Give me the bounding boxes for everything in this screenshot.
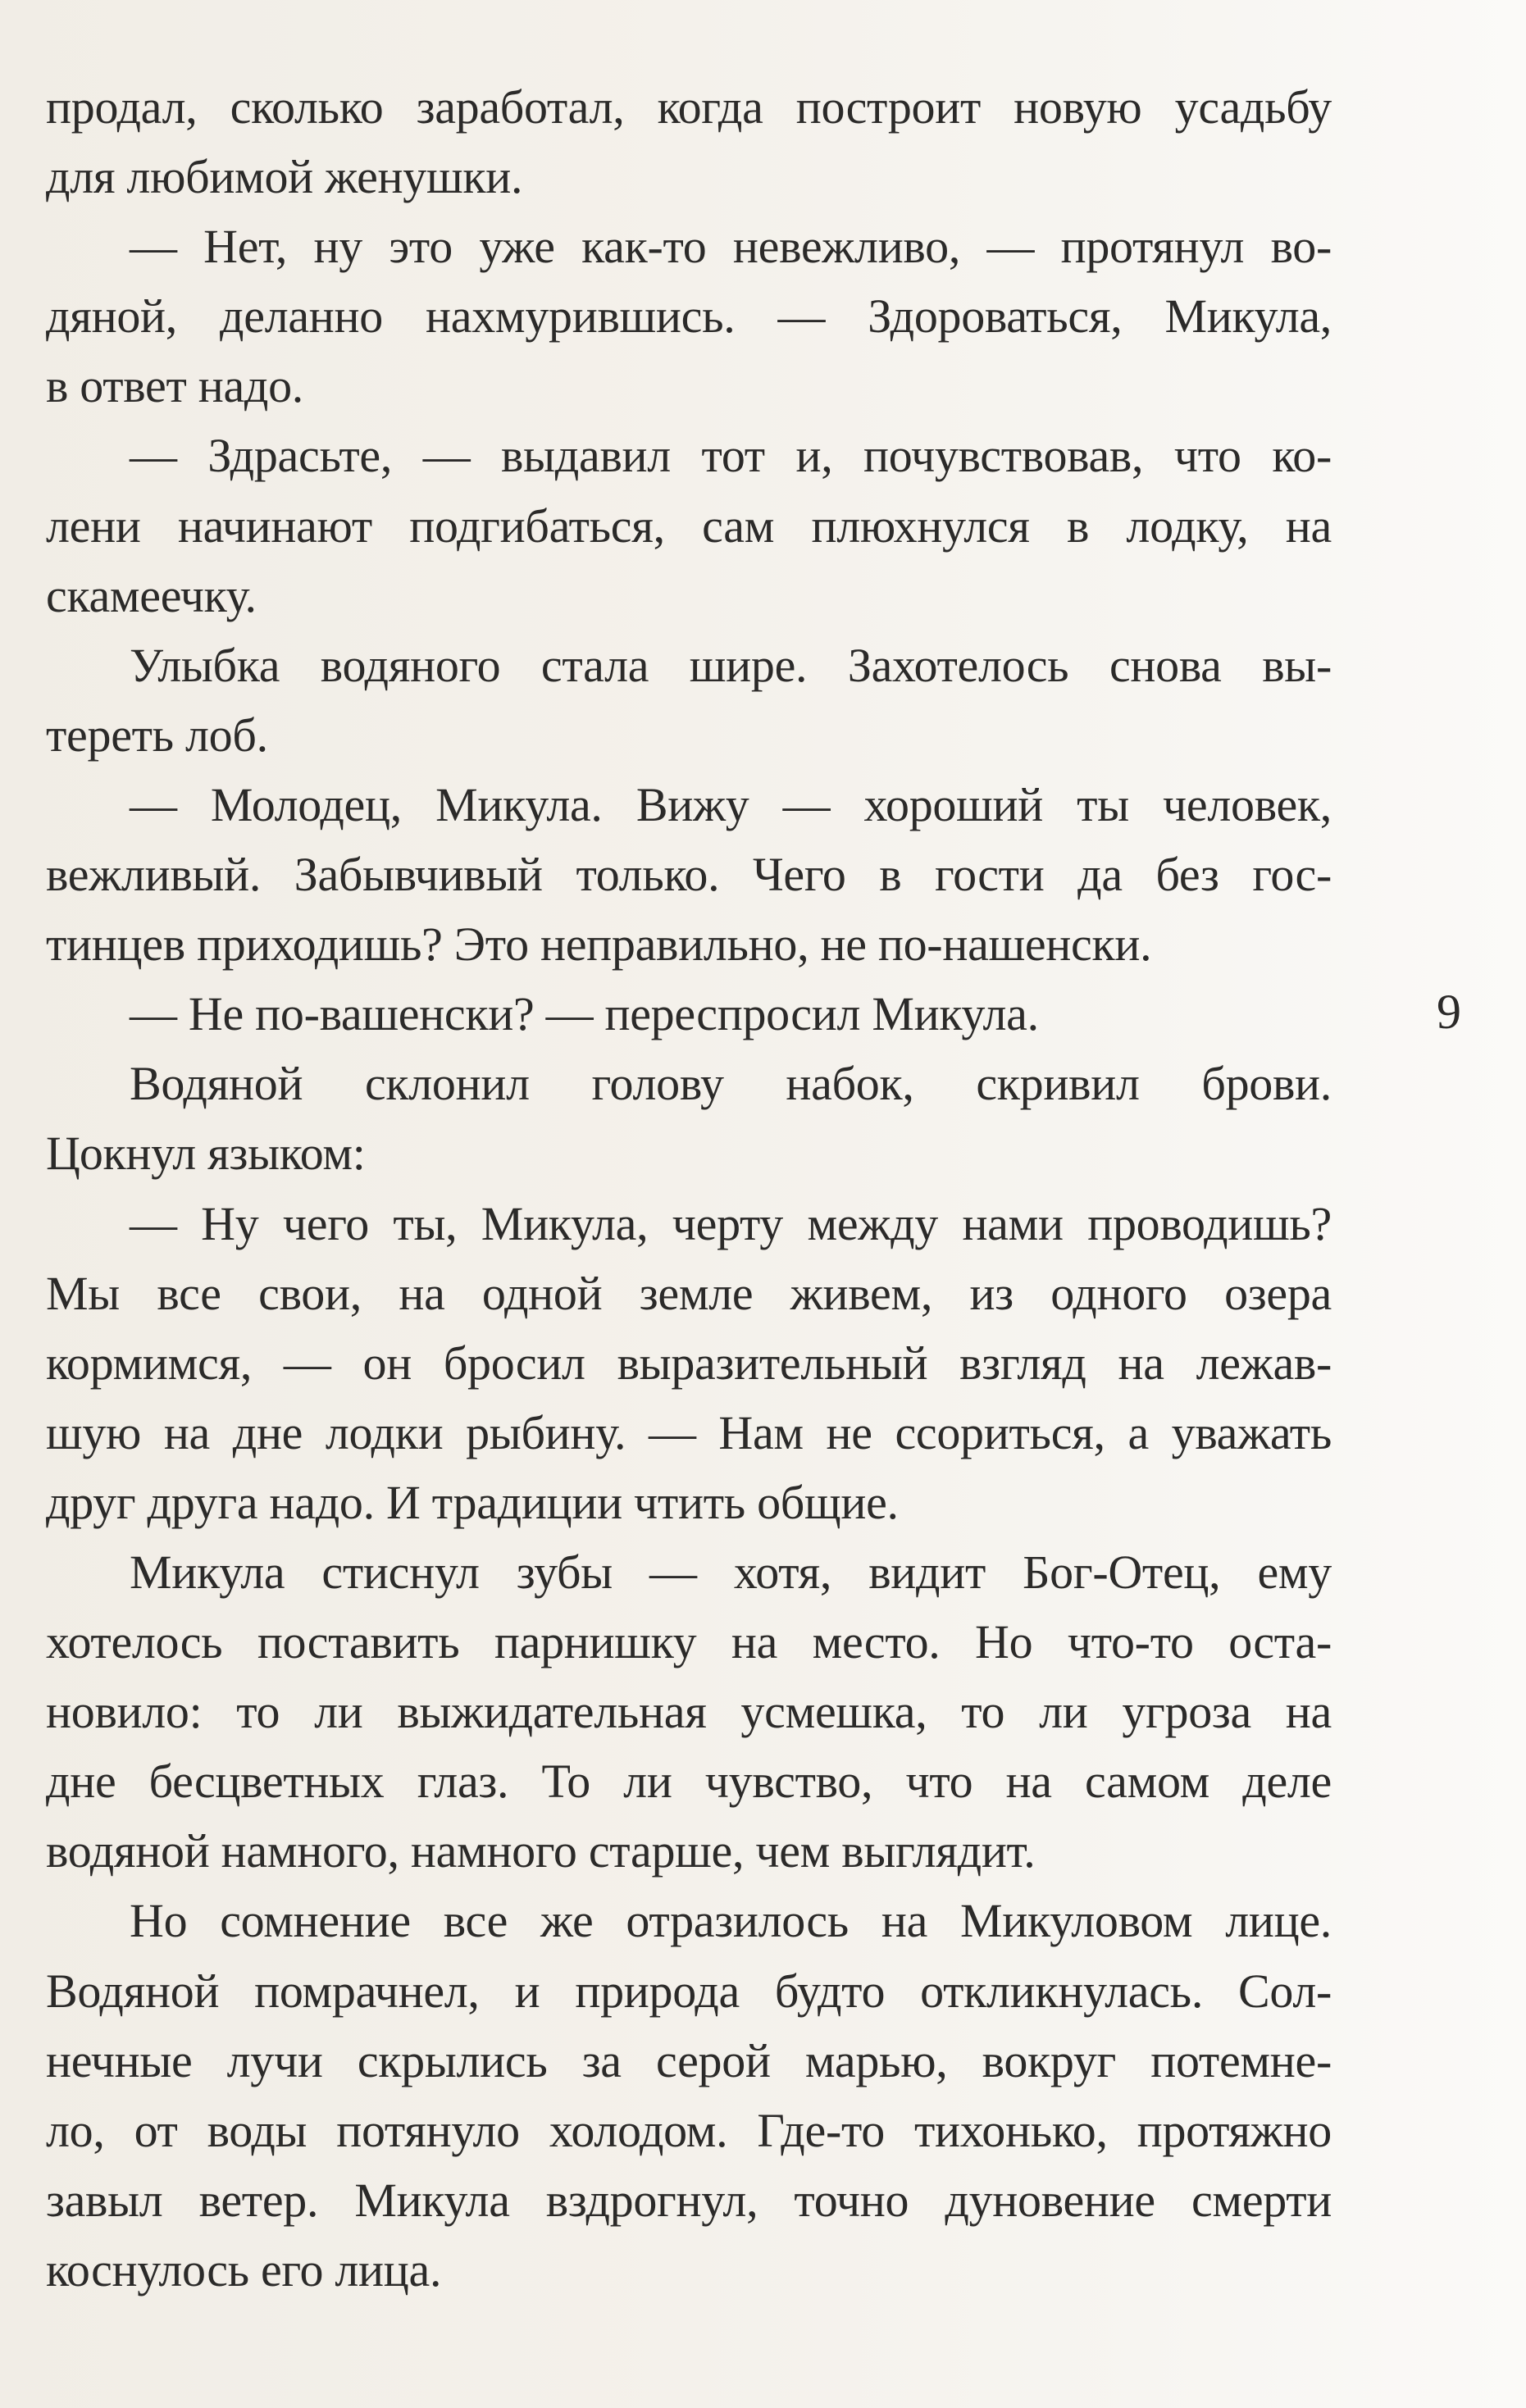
text-line: друг друга надо. И традиции чтить общие. <box>46 1475 899 1529</box>
text-line: — Не по-вашенски? — переспросил Микула. <box>130 987 1039 1041</box>
text-line: в ответ надо. <box>46 359 303 413</box>
text-line: Цокнул языком: <box>46 1127 366 1181</box>
text-line: продал, сколько заработал, когда построит новую усадьбу <box>46 80 1332 134</box>
text-line: скамеечку. <box>46 568 257 622</box>
text-line: хотелось поставить парнишку на место. Но что-то оста- <box>46 1615 1332 1669</box>
text-line: — Здрасьте, — выдавил тот и, почувствовав, что ко- <box>130 429 1332 483</box>
page-body-text <box>46 72 1332 2305</box>
text-line: водяной намного, намного старше, чем выглядит. <box>46 1824 1036 1878</box>
text-line: для любимой женушки. <box>46 150 523 204</box>
text-line: Но сомнение все же отразилось на Микуловом лице. <box>130 1894 1332 1948</box>
text-line: лени начинают подгибаться, сам плюхнулся в лодку, на <box>46 498 1332 553</box>
text-line: дяной, деланно нахмурившись. — Здороваться, Микула, <box>46 289 1332 344</box>
text-line: Водяной склонил голову набок, скривил брови. <box>130 1057 1332 1111</box>
text-line: Микула стиснул зубы — хотя, видит Бог-Отец, ему <box>130 1545 1332 1599</box>
text-line: завыл ветер. Микула вздрогнул, точно дуновение смерти <box>46 2173 1332 2227</box>
text-line: дне бесцветных глаз. То ли чувство, что на самом деле <box>46 1755 1332 1809</box>
text-line: тинцев приходишь? Это неправильно, не по-нашенски. <box>46 917 1152 972</box>
text-line: Мы все свои, на одной земле живем, из одного озера <box>46 1266 1332 1320</box>
text-line: — Ну чего ты, Микула, черту между нами проводишь? <box>130 1196 1332 1250</box>
text-line: коснулось его лица. <box>46 2242 442 2296</box>
page-number: 9 <box>1437 985 1461 1039</box>
text-line: шую на дне лодки рыбину. — Нам не ссориться, а уважать <box>46 1405 1332 1459</box>
text-line: тереть лоб. <box>46 708 268 762</box>
text-line: вежливый. Забывчивый только. Чего в гости да без гос- <box>46 848 1332 902</box>
text-line: Водяной помрачнел, и природа будто откликнулась. Сол- <box>46 1964 1332 2018</box>
text-line: Улыбка водяного стала шире. Захотелось снова вы- <box>130 638 1332 692</box>
text-line: кормимся, — он бросил выразительный взгляд на лежав- <box>46 1336 1332 1390</box>
text-line: нечные лучи скрылись за серой марью, вокруг потемне- <box>46 2033 1332 2087</box>
text-line: — Нет, ну это уже как-то невежливо, — протянул во- <box>130 220 1332 274</box>
text-line: ло, от воды потянуло холодом. Где-то тихонько, протяжно <box>46 2103 1332 2157</box>
text-line: новило: то ли выжидательная усмешка, то ли угроза на <box>46 1685 1332 1739</box>
text-line: — Молодец, Микула. Вижу — хороший ты человек, <box>130 777 1332 831</box>
